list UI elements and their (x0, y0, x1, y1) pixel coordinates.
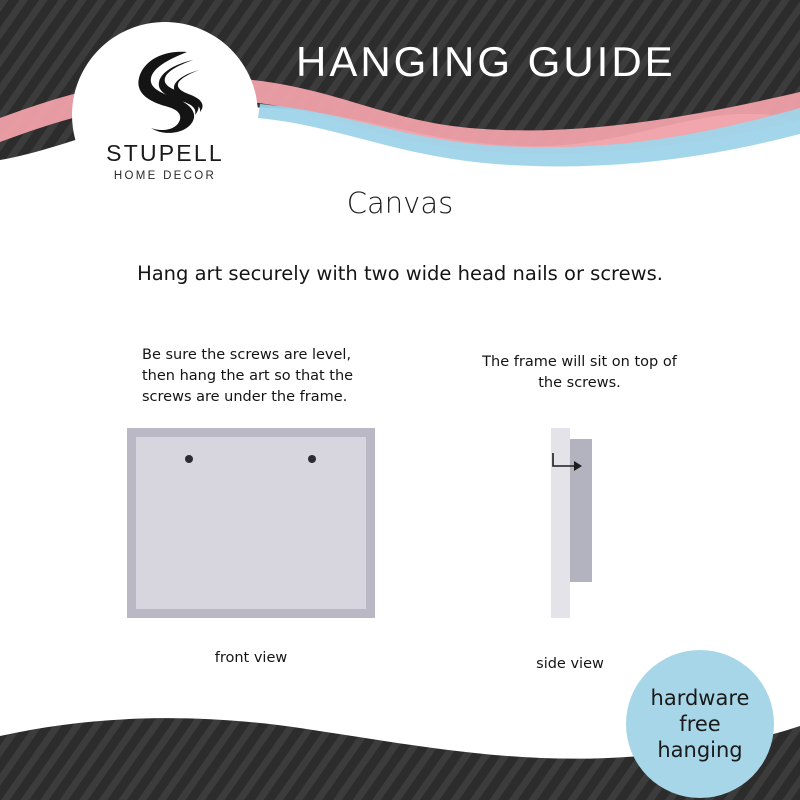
logo-brand-name: STUPELL (106, 140, 224, 166)
screw-dot-right (308, 455, 316, 463)
side-view-caption: The frame will sit on top of the screws. (482, 354, 677, 391)
side-view-label: side view (536, 656, 604, 672)
page-title: HANGING GUIDE (296, 38, 676, 85)
main-instruction: Hang art securely with two wide head nails or screws. (137, 262, 663, 285)
screw-arrow-icon (552, 452, 584, 472)
product-type-heading: Canvas (346, 186, 454, 220)
badge-line-3: hanging (657, 738, 743, 762)
badge-line-2: free (679, 712, 721, 736)
front-view-label: front view (214, 650, 288, 666)
screw-dot-left (185, 455, 193, 463)
badge-line-1: hardware (650, 686, 750, 710)
logo-brand-tagline: HOME DECOR (113, 170, 217, 182)
swirl-logo-icon (117, 44, 213, 136)
logo (72, 22, 258, 208)
front-view-caption: Be sure the screws are level, then hang the art so that the screws are under the frame. (142, 347, 354, 405)
front-view-frame-diagram (127, 428, 375, 618)
hardware-free-badge (626, 650, 774, 798)
